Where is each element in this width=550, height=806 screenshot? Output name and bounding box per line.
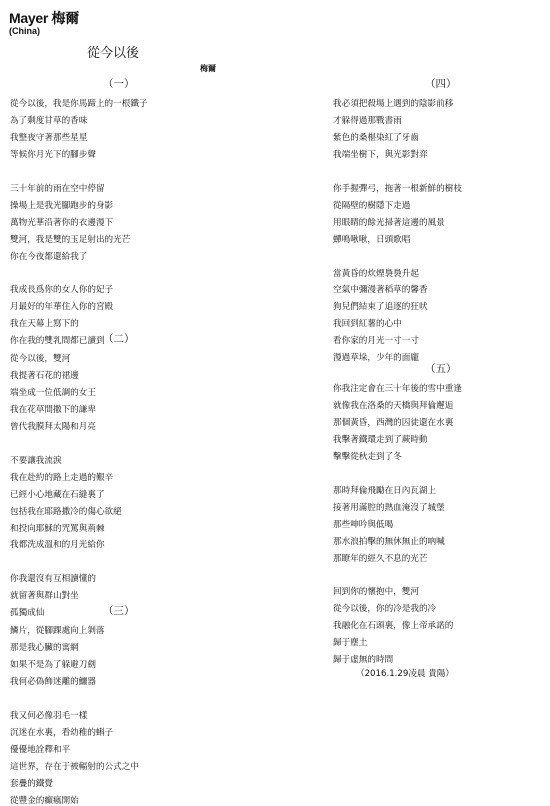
poem-line: 你在今夜都還給我了 [10,251,88,262]
poem-line: 那時拜倫飛勵在日內瓦湖上 [333,485,437,496]
poem-line: 我整夜守著那些星星 [10,132,88,143]
poem-line: 套疊的鐵覺 [10,778,53,789]
author-country: (China) [9,26,40,36]
poem-line: 我融化在石頭裏，像上帝承諾的 [333,621,454,632]
poem-line: 雙河，我是雙的玉足射出的光芒 [10,234,131,245]
section-label: （四） [425,78,457,90]
poem-line: 鱗片，從腳踝處向上剝落 [10,626,105,636]
poem-line: 從今以後，你的冷是我的冷 [333,604,437,615]
poem-line: 那水浪拍擊的無休無止的吶喊 [333,536,445,547]
poem-line: 從隔壁的樹隱下走過 [333,200,411,211]
poem-line: 從今以後，雙河 [10,354,71,364]
poem-line: 我擊著鐵環走到了蕨時動 [333,434,428,445]
poem-line: 和投向耶穌的咒罵與荊棘 [10,523,105,534]
poem-line: 紫色的桑椹染紅了牙齒 [333,132,419,143]
poem-line: 狗兒們結束了追逐的狂吠 [333,302,428,313]
poem-line: 萬物光華沿著你的衣邊漫下 [10,217,114,228]
poem-line: 等候你月光下的腳步聲 [10,149,96,160]
poem-line: 空氣中彌漫著稻草的馨香 [333,285,428,296]
poem-line: 我在赴約的路上走過的艱辛 [10,472,114,483]
poem-line: 孤獨成仙 [10,608,45,619]
poem-line: 如果不是為了躲避刀劍 [10,659,96,670]
poem-line: 回到你的懷抱中，雙河 [333,587,419,598]
poem-line: 你我還沒有互相讀懂的 [10,574,96,585]
section-label: （五） [425,363,457,375]
poem-line: 擊擊從秋走到了冬 [333,451,402,462]
poem-line: 我端坐樹下，與光影對弈 [333,149,428,160]
poem-line: 包括我在耶路撒冷的傷心欲絕 [10,506,122,517]
poem-line: 我何必偽飾迷離的鱷器 [10,676,96,687]
poem-line: 我又何必像羽毛一樣 [10,710,88,721]
poem-line: 為了剩度甘草的香味 [10,115,88,126]
poem-line: 接著用滿腔的熱血淹沒了城堡 [333,502,445,513]
poem-line: 我必須把殺場上遇到的陰影前移 [333,99,454,109]
poem-byline: 梅爾 [200,64,216,73]
poem-line: 蟬鳴啾啾，日頭歌唱 [333,234,411,245]
poem-line: 看你家的月光一寸一寸 [333,336,419,347]
poem-line: 你我注定會在三十年後的雪中重逢 [333,384,462,394]
author-name: Mayer 梅爾 [9,10,79,26]
poem-line: 這世界，存在于被輻射的公式之中 [10,761,139,772]
poem-line: 已經小心地藏在石縫裏了 [10,489,105,500]
section-label: （二） [103,333,135,345]
poem-line: 那是我心臟的寓網 [10,642,79,653]
date-note: （2016.1.29凌晨 貴陽） [356,669,455,679]
poem-line: 月最好的年華住入你的宮殿 [10,302,114,313]
poem-line: 端坐成一位低調的女王 [10,387,96,398]
poem-line: 歸于塵土 [333,638,368,649]
poem-line: 優優地詮釋和平 [10,744,71,755]
poem-line: 才躲得過那戰書雨 [333,115,402,126]
poem-line: 那瞭年的經久不息的光芒 [333,553,428,564]
poem-line: 你在我的雙乳間都已讀到 [10,336,105,347]
poem-title: 從今以後 [87,46,140,61]
poem-line: 當黃昏的炊煙裊裊升起 [333,268,419,279]
poem-line: 我在花草間撒下的謙卑 [10,404,96,415]
poem-line: 我成長爲你的女人你的妃子 [10,285,114,296]
poem-line: 你手握彈弓，拖著一根新鮮的樹枝 [333,183,462,194]
poem-line: 漫過草垛，少年的面龐 [333,353,419,364]
poem-line: 我回到紅薯的心中 [333,319,402,330]
poem-line: 從豐金的癲瘋開始 [10,795,79,806]
poem-line: 歸于虛無的時間 [333,655,394,666]
poem-line: 那些呻吟與低喝 [333,519,394,530]
poem-line: 從今以後，我是你馬蹄上的一根鐵子 [10,99,148,109]
poem-line: 用眼睛的餘光掃著這邊的風景 [333,217,445,228]
poem-line: 就留著與群山對坐 [10,591,79,602]
poem-line: 曾代我膜拜太陽和月亮 [10,421,96,432]
poem-line: 我在天幕上寫下的 [10,319,79,330]
poem-line: 我都洗成溫和的月光給你 [10,540,105,551]
section-label: （一） [103,78,135,90]
poem-line: 就像我在洛桑的天橋與拜倫邂逅 [333,400,454,411]
section-label: （三） [103,605,135,617]
poem-line: 沉迷在水裏，看幼稚的蝌子 [10,727,114,738]
poem-line: 那個黃昏，西灣的囚徒還在水裏 [333,417,454,428]
poem-line: 不要讓我流淚 [10,455,62,466]
poem-line: 操場上是我光腳跑步的身影 [10,200,114,211]
poem-line: 三十年前的雨在空中停留 [10,183,105,194]
poem-line: 我提著石花的裙邊 [10,370,79,381]
